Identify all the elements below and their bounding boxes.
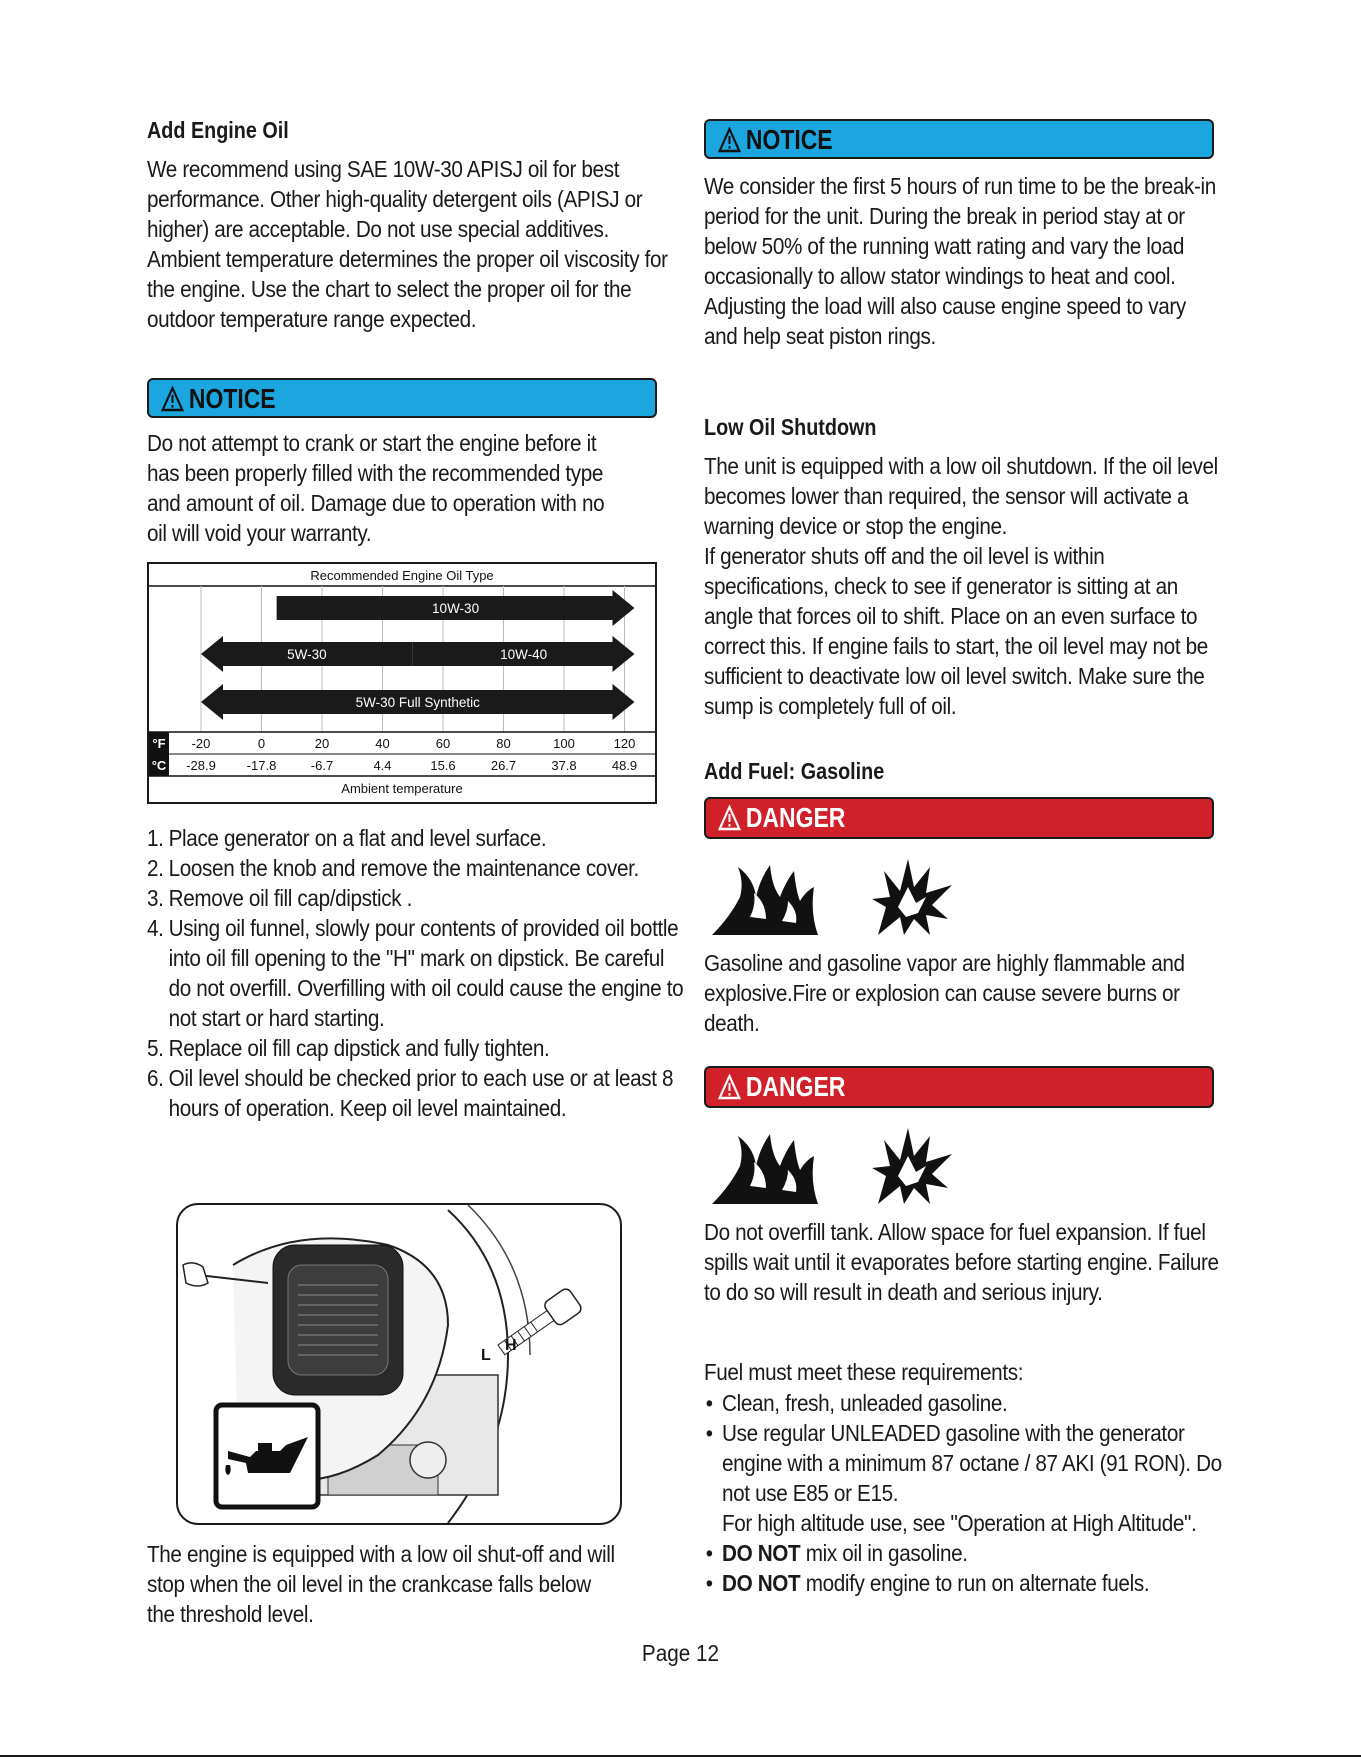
notice-banner-left (147, 378, 657, 418)
step-number: 6. (147, 1065, 164, 1091)
fire-icon (710, 857, 820, 937)
low-oil-text-1: The unit is equipped with a low oil shutdown. If the oil level becomes lower than required, the sensor will activate a warning device or stop the engine. (704, 453, 1218, 539)
celsius-tick-label: 48.9 (611, 758, 638, 773)
oil-type-chart (147, 562, 657, 804)
fuel-requirement-text: Use regular UNLEADED gasoline with the generator engine with a minimum 87 octane / 87 AKI (91 RON). Do not use E85 or E15. (722, 1420, 1222, 1506)
step-number: 2. (147, 855, 164, 881)
oil-fill-steps (147, 823, 684, 1123)
low-oil-shutdown-heading: Low Oil Shutdown (704, 414, 877, 440)
fuel-requirement-item (704, 1538, 1235, 1568)
step-text: Replace oil fill cap dipstick and fully tighten. (168, 1035, 550, 1061)
fuel-requirements-intro: Fuel must meet these requirements: (704, 1359, 1024, 1385)
step-text: Using oil funnel, slowly pour contents of provided oil bottle into oil fill opening to the "H" mark on dipstick. Be careful do not overfill. Overfilling with oil could cause the engine to not start or hard starting. (168, 915, 684, 1031)
fuel-requirement-text: mix oil in gasoline. (800, 1540, 968, 1566)
fuel-requirement-text: For high altitude use, see "Operation at High Altitude". (722, 1510, 1197, 1536)
oil-chart-svg (149, 564, 655, 802)
danger-2-text: Do not overfill tank. Allow space for fuel expansion. If fuel spills wait until it evaporates before starting engine. Failure to do so will result in death and serious injury. (704, 1219, 1219, 1305)
step-text: Oil level should be checked prior to each use or at least 8 hours of operation. Keep oil level maintained. (168, 1065, 674, 1121)
notice-label: NOTICE (188, 383, 276, 414)
step-number: 1. (147, 825, 164, 851)
step-item (147, 1063, 691, 1123)
step-item (147, 823, 691, 853)
dipstick-low-label: L (481, 1347, 491, 1364)
add-oil-paragraph: We recommend using SAE 10W-30 APISJ oil for best performance. Other high-quality detergent oils (APISJ or higher) are acceptable. Do not use special additives. Ambient temperature determines the proper oil viscosity for the engine. Use the chart to select the proper oil for the outdoor temperature range expected. (147, 156, 668, 332)
add-engine-oil-heading: Add Engine Oil (147, 117, 289, 143)
step-item (147, 913, 691, 1033)
bullet-icon: • (705, 1420, 713, 1446)
warning-triangle-icon (718, 1074, 741, 1100)
page-bottom-rule (0, 1755, 1361, 1757)
oil-can-icon (216, 1405, 318, 1507)
notice-label: NOTICE (745, 124, 833, 155)
celsius-tick-label: 4.4 (373, 758, 392, 773)
fuel-requirement-item (704, 1568, 1235, 1598)
fahrenheit-tick-label: 60 (435, 736, 451, 751)
page-number: Page 12 (641, 1640, 720, 1666)
fuel-requirement-item (704, 1388, 1235, 1418)
add-fuel-heading: Add Fuel: Gasoline (704, 758, 885, 784)
explosion-icon (868, 857, 958, 937)
fahrenheit-tick-label: 120 (613, 736, 636, 751)
warning-triangle-icon (161, 386, 184, 412)
step-item (147, 1033, 691, 1063)
celsius-tick-label: -6.7 (310, 758, 334, 773)
explosion-icon (868, 1126, 958, 1206)
chart-title: Recommended Engine Oil Type (310, 568, 494, 583)
danger-banner-1 (704, 797, 1214, 839)
x-axis-label: Ambient temperature (341, 781, 463, 796)
danger-label: DANGER (745, 1071, 846, 1102)
oil-range-label: 10W-30 (432, 601, 480, 616)
oil-range-label: 5W-30 Full Synthetic (355, 695, 480, 710)
celsius-tick-label: -17.8 (246, 758, 277, 773)
bullet-icon: • (705, 1390, 713, 1416)
step-text: Loosen the knob and remove the maintenance cover. (168, 855, 639, 881)
danger-label: DANGER (745, 802, 846, 833)
fahrenheit-tick-label: 20 (314, 736, 330, 751)
oil-fill-illustration (176, 1203, 622, 1525)
fahrenheit-tick-label: -20 (191, 736, 211, 751)
celsius-unit-label: °C (151, 758, 167, 773)
low-oil-shutoff-text: The engine is equipped with a low oil shut-off and will stop when the oil level in the crankcase falls below the threshold level. (147, 1541, 615, 1627)
oil-range-label: 5W-30 (287, 647, 327, 662)
celsius-tick-label: -28.9 (186, 758, 216, 773)
step-number: 5. (147, 1035, 164, 1061)
dipstick-high-label: H (505, 1337, 517, 1354)
bullet-icon: • (705, 1540, 713, 1566)
low-oil-text-2: If generator shuts off and the oil level is within specifications, check to see if generator is sitting at an angle that forces oil to shift. Place on an even surface to correct this. If engine fails to start, the oil level may not be sufficient to deactivate low oil level switch. Make sure the sump is completely full of oil. (704, 543, 1208, 719)
bullet-icon: • (705, 1570, 713, 1596)
fuel-requirement-emphasis: DO NOT (722, 1570, 801, 1596)
celsius-tick-label: 26.7 (490, 758, 517, 773)
step-number: 4. (147, 915, 164, 941)
step-text: Place generator on a flat and level surface. (168, 825, 547, 851)
warning-triangle-icon (718, 805, 741, 831)
generator-dipstick-drawing (178, 1205, 620, 1523)
fuel-requirement-text: Clean, fresh, unleaded gasoline. (722, 1390, 1008, 1416)
fuel-requirement-item (704, 1508, 1235, 1538)
fahrenheit-tick-label: 0 (257, 736, 266, 751)
step-item (147, 853, 691, 883)
fahrenheit-unit-label: °F (152, 736, 166, 751)
celsius-tick-label: 37.8 (551, 758, 577, 773)
celsius-tick-label: 15.6 (430, 758, 456, 773)
danger-1-text: Gasoline and gasoline vapor are highly flammable and explosive.Fire or explosion can cause severe burns or death. (704, 950, 1185, 1036)
fuel-requirement-emphasis: DO NOT (722, 1540, 801, 1566)
fahrenheit-tick-label: 40 (375, 736, 390, 751)
step-number: 3. (147, 885, 164, 911)
fahrenheit-tick-label: 100 (553, 736, 575, 751)
fuel-requirement-text: modify engine to run on alternate fuels. (800, 1570, 1150, 1596)
break-in-notice-text: We consider the first 5 hours of run time to be the break-in period for the unit. During the break in period stay at or below 50% of the running watt rating and vary the load occasionally to allow stator windings to heat and cool. Adjusting the load will also cause engine speed to vary and help seat piston rings. (704, 173, 1216, 349)
danger-banner-2 (704, 1066, 1214, 1108)
fuel-requirement-item (704, 1418, 1235, 1508)
fire-icon (710, 1126, 820, 1206)
notice-banner-right (704, 119, 1214, 159)
hazard-icons-2 (710, 1126, 970, 1206)
oil-range-label: 10W-40 (500, 647, 548, 662)
step-item (147, 883, 691, 913)
hazard-icons-1 (710, 857, 970, 937)
fuel-requirements-list (704, 1388, 1244, 1598)
notice-text-left: Do not attempt to crank or start the engine before it has been properly filled with the recommended type and amount of oil. Damage due to operation with no oil will void your warranty. (147, 430, 605, 546)
step-text: Remove oil fill cap/dipstick . (168, 885, 413, 911)
warning-triangle-icon (718, 127, 741, 153)
fahrenheit-tick-label: 80 (496, 736, 511, 751)
